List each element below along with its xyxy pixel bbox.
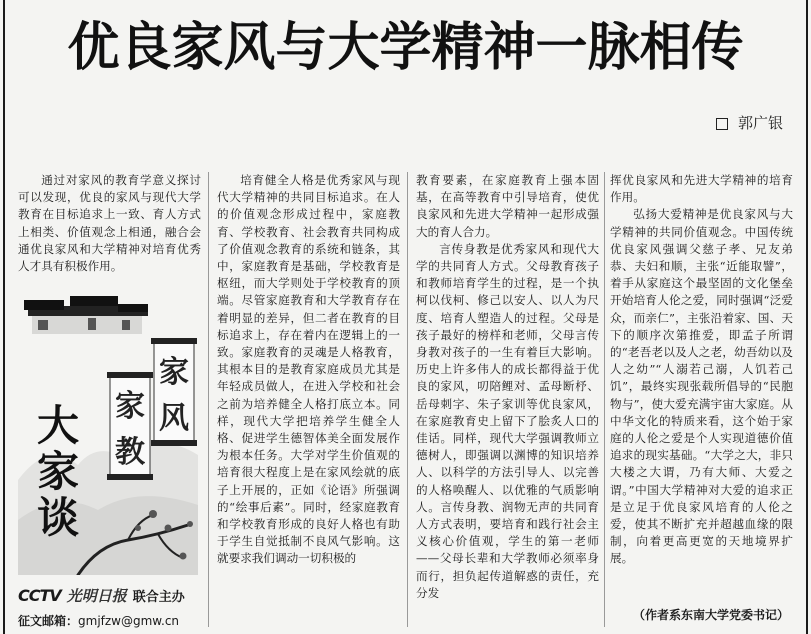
- article-column-2: [217, 172, 400, 568]
- paragraph: 培育健全人格是优秀家风与现代大学精神的共同目标追求。在人的价值观念形成过程中，家庭教育、学校教育、社会教育共同构成了价值观念教育的系统和链条，其中，家庭教育是基础，学校教育是枢纽，而大学则处于学校教育的顶端。尽管家庭教育和大学教育存在着明显的差异，但二者在教育的目标追求上，存在着内在逻辑上的一致。家庭教育的灵魂是人格教育，其根本目的是教育家庭成员尤其是年轻成员做人，在进入学校和社会之前为培养健全人格打底立本。同样，现代大学把培养学生健全人格、促进学生德智体美全面发展作为根本任务。大学对学生价值观的培育很大程度上是在家风绘就的底子上开展的，正如《论语》所强调的“绘事后素”。同时，经家庭教育和学校教育形成的良好人格也有助于学生自觉抵制不良风气影响。这就要求我们调动一切积极的: [217, 173, 400, 566]
- paragraph: 弘扬大爱精神是优良家风与大学精神的共同价值观念。中国传统优良家风强调父慈子孝、兄友弟恭、夫妇和顺，主张“近能取譬”，着手从家庭这个最坚固的文化堡垒开始培育人伦之爱，同时强调“泛爱众，而亲仁”，主张沿着家、国、天下的顺序次第推爱，即孟子所谓的“老吾老以及人之老，幼吾幼以及人之幼”“人溺若己溺，人饥若己饥”，最终实现张载所倡导的“民胞物与”，使大爱充满宇宙大家庭。从中华文化的特质来看，这个始于家庭的人伦之爱是个人实现道德价值追求的现实基础。“大学之大，非只大楼之大谓，乃有大师、大爱之谓。”中国大学精神对大爱的追求正是立足于优良家风培育的人伦之爱，使其不断扩充并超越血缘的限制，向着更高更宽的天地境界扩展。: [610, 207, 793, 566]
- logo-char: 家: [159, 355, 189, 390]
- article-column-3: [416, 172, 599, 602]
- headline: 优良家风与大学精神一脉相传: [67, 18, 744, 78]
- column-divider: [604, 172, 605, 627]
- sponsor-block: [18, 585, 203, 629]
- logo-char: 家: [115, 389, 145, 424]
- column-logo-artwork: [18, 290, 198, 575]
- logo-char: 大: [36, 401, 80, 450]
- author-name: 郭广银: [737, 114, 783, 132]
- cctv-logo: CCTV: [18, 586, 61, 605]
- paragraph: 言传身教是优秀家风和现代大学的共同育人方式。父母教育孩子和教师培育学生的过程，是一个执柯以伐柯、修己以安人、以人为尺度、培育人塑造人的过程。父母是孩子最好的榜样和老师，父母言传身教对孩子的一生有着巨大影响。历史上许多伟人的成长都得益于优良的家风，叨陪鲤对、孟母断杼、岳母刺字、朱子家训等优良家风，在家庭教育史上留下了脍炙人口的佳话。同样，现代大学强调教师立德树人，即强调以渊博的知识培养人、以科学的方法引导人、以完善的人格唤醒人、以优雅的气质影响人。言传身教、润物无声的共同育人方式表明，要培育和践行社会主义核心价值观，学生的第一老师——父母长辈和大学教师必须率身而行，担负起传道解惑的责任，充分发: [416, 241, 599, 600]
- logo-char: 风: [159, 401, 189, 436]
- guangming-logo: 光明日报: [66, 587, 127, 605]
- article-column-1: [18, 172, 201, 275]
- paragraph: 通过对家风的教育学意义探讨可以发现，优良的家风与现代大学教育在目标追求上一致、育人方式上相类、价值观念上相通，融合会通优良家风和大学精神对培育优秀人才具有积极作用。: [18, 173, 201, 274]
- right-frame-line: [806, 0, 808, 634]
- author-affiliation: （作者系东南大学党委书记）: [632, 608, 789, 622]
- paragraph: 挥优良家风和先进大学精神的培育作用。: [610, 173, 793, 205]
- sponsor-label: 联合主办: [132, 590, 185, 605]
- logo-char: 教: [115, 435, 145, 470]
- column-divider: [208, 172, 209, 627]
- paragraph: 教育要素，在家庭教育上强本固基，在高等教育中引导培育，使优良家风和先进大学精神一起形成强大的育人合力。: [416, 173, 599, 239]
- left-frame-line: [3, 0, 5, 634]
- email-label: 征文邮箱：: [18, 614, 79, 628]
- email-address: gmjfzw@gmw.cn: [78, 614, 180, 628]
- logo-char: 家: [36, 447, 80, 496]
- article-column-4: [610, 172, 793, 568]
- byline-box-icon: [716, 118, 728, 130]
- column-divider: [407, 172, 408, 627]
- logo-char: 谈: [36, 493, 80, 542]
- byline: [716, 112, 783, 133]
